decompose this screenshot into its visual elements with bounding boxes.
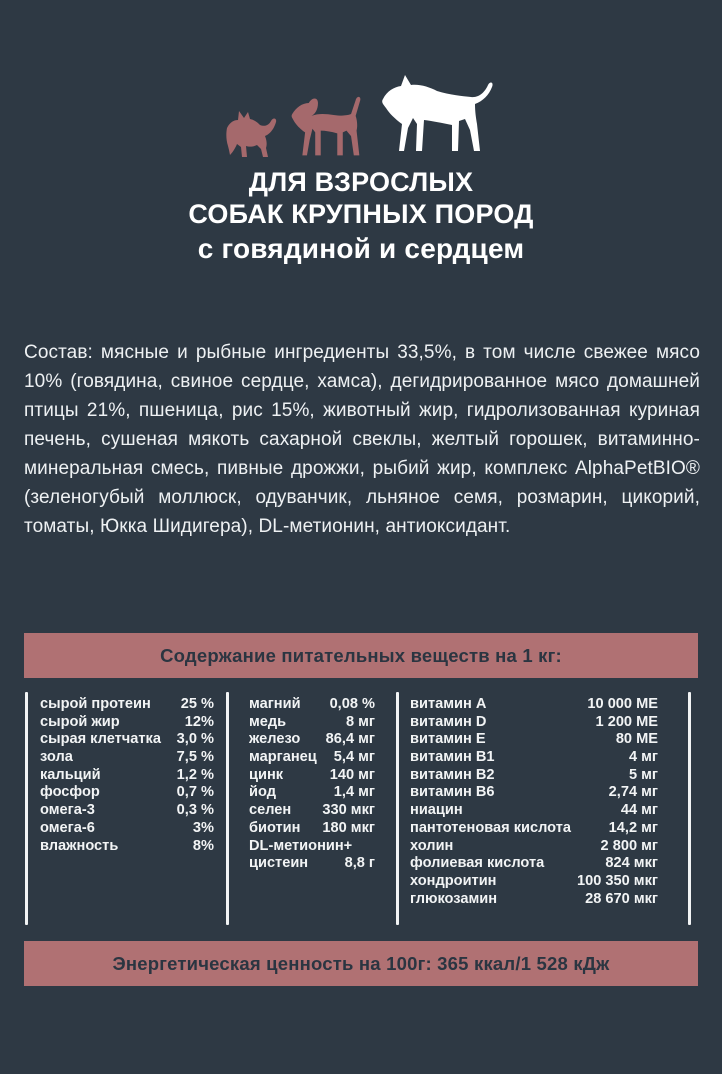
nutrient-value: 80 МЕ <box>615 731 658 748</box>
table-row <box>40 767 214 785</box>
nutrient-value: 100 350 мкг <box>577 872 658 889</box>
nutrient-label: хондроитин <box>410 872 497 889</box>
nutrition-header-text: Содержание питательных веществ на 1 кг: <box>160 644 562 666</box>
table-row <box>40 838 214 856</box>
table-row <box>40 802 214 820</box>
nutrient-value: 1 200 МЕ <box>595 713 658 730</box>
nutrient-value: 3,0 % <box>176 731 214 748</box>
nutrient-value: 8 мг <box>345 713 375 730</box>
nutrition-header-banner <box>24 633 698 678</box>
table-row <box>40 714 214 732</box>
table-row <box>410 714 658 732</box>
large-dog-icon <box>378 72 498 160</box>
nutrient-value: 0,3 % <box>176 802 214 819</box>
nutrient-value: 10 000 МЕ <box>587 696 658 712</box>
nutrient-label: витамин E <box>410 731 486 748</box>
nutrient-label: селен <box>249 802 292 819</box>
nutrient-label: витамин D <box>410 713 487 730</box>
nutrient-value: 8% <box>192 837 214 854</box>
nutrient-column-3 <box>410 696 658 908</box>
nutrient-label: сырая клетчатка <box>40 731 161 748</box>
nutrient-label: цистеин <box>249 855 309 872</box>
nutrient-label: кальций <box>40 766 101 783</box>
table-divider-right <box>688 692 691 925</box>
nutrient-column-1 <box>40 696 214 855</box>
table-row <box>40 731 214 749</box>
nutrient-value: 25 % <box>180 696 214 712</box>
table-row <box>249 855 375 873</box>
table-divider-mid-2 <box>396 692 399 925</box>
table-row <box>410 696 658 714</box>
table-row <box>249 820 375 838</box>
nutrient-value: 2 800 мг <box>600 837 658 854</box>
table-row <box>40 749 214 767</box>
nutrient-label: сырой протеин <box>40 696 151 712</box>
nutrient-label: фолиевая кислота <box>410 855 545 872</box>
table-row <box>40 784 214 802</box>
nutrient-label: витамин B6 <box>410 784 495 801</box>
nutrient-value: 5 мг <box>628 766 658 783</box>
table-row <box>410 767 658 785</box>
nutrient-label: йод <box>249 784 276 801</box>
nutrient-label: пантотеновая кислота <box>410 819 571 836</box>
nutrient-value: 1,2 % <box>176 766 214 783</box>
energy-value-banner <box>24 941 698 986</box>
nutrient-label: влажность <box>40 837 119 854</box>
nutrient-label: холин <box>410 837 454 854</box>
table-row <box>410 855 658 873</box>
composition-paragraph: Состав: мясные и рыбные ингредиенты 33,5%, в том числе свежее мясо 10% (говядина, свиное сердце, хамса), дегидрированное мясо домашней птицы 21%, пшеница, рис 15%, животный жир, гидролизованная куриная печень, сушеная мякоть сахарной свеклы, желтый горошек, витаминно-минеральная смесь, пивные дрожжи, рыбий жир, комплекс AlphaPetBIO® (зеленогубый моллюск, одуванчик, льняное семя, розмарин, цикорий, томаты, Юкка Шидигера), DL-метионин, антиоксидант. <box>24 342 700 537</box>
dog-silhouettes-group <box>0 70 722 160</box>
table-row <box>249 731 375 749</box>
nutrient-value: 14,2 мг <box>608 819 658 836</box>
nutrient-value: 86,4 мг <box>325 731 375 748</box>
table-row <box>249 784 375 802</box>
nutrient-value: 140 мг <box>329 766 375 783</box>
product-title-block <box>0 166 722 266</box>
table-row <box>249 749 375 767</box>
table-row <box>410 749 658 767</box>
table-row <box>410 891 658 909</box>
nutrient-label: витамин B1 <box>410 749 495 766</box>
nutrient-value: 0,7 % <box>176 784 214 801</box>
nutrient-label: витамин B2 <box>410 766 495 783</box>
nutrient-value: 3% <box>192 819 214 836</box>
table-row <box>249 838 375 856</box>
table-row <box>410 820 658 838</box>
nutrient-label: витамин A <box>410 696 487 712</box>
nutrient-value: 330 мкг <box>322 802 375 819</box>
nutrient-label: глюкозамин <box>410 890 498 907</box>
table-row <box>249 802 375 820</box>
nutrient-label: фосфор <box>40 784 100 801</box>
nutrient-label: железо <box>249 731 301 748</box>
nutrient-label: марганец <box>249 749 317 766</box>
table-row <box>410 802 658 820</box>
table-row <box>410 873 658 891</box>
nutrient-value: 824 мкг <box>605 855 658 872</box>
title-line-1: ДЛЯ ВЗРОСЛЫХ <box>248 167 474 197</box>
table-row <box>40 820 214 838</box>
nutrient-value: 44 мг <box>620 802 658 819</box>
energy-value-text: Энергетическая ценность на 100г: 365 ккал/1 528 кДж <box>112 952 610 974</box>
table-row <box>249 696 375 714</box>
table-row <box>410 731 658 749</box>
nutrient-label: DL-метионин+ <box>249 837 353 854</box>
nutrient-value: 7,5 % <box>176 749 214 766</box>
nutrient-value: 28 670 мкг <box>585 890 658 907</box>
medium-dog-icon <box>288 92 370 160</box>
nutrient-value: 5,4 мг <box>333 749 375 766</box>
table-row <box>249 714 375 732</box>
nutrient-label: ниацин <box>410 802 463 819</box>
nutrient-label: цинк <box>249 766 284 783</box>
table-divider-mid-1 <box>226 692 229 925</box>
nutrient-label: магний <box>249 696 301 712</box>
nutrient-value: 12% <box>184 713 214 730</box>
nutrient-label: омега-6 <box>40 819 95 836</box>
nutrient-value: 0,08 % <box>329 696 375 712</box>
nutrient-label: медь <box>249 713 287 730</box>
nutrient-label: сырой жир <box>40 713 120 730</box>
table-row <box>40 696 214 714</box>
nutrient-label: биотин <box>249 819 301 836</box>
title-line-2: СОБАК КРУПНЫХ ПОРОД <box>188 199 534 229</box>
nutrient-column-2 <box>249 696 375 873</box>
nutrient-label: омега-3 <box>40 802 95 819</box>
nutrient-label: зола <box>40 749 73 766</box>
nutrient-value: 4 мг <box>628 749 658 766</box>
table-row <box>410 838 658 856</box>
small-dog-icon <box>224 108 280 160</box>
table-divider-left <box>25 692 28 925</box>
nutrient-value: 180 мкг <box>322 819 375 836</box>
nutrient-value: 2,74 мг <box>608 784 658 801</box>
table-row <box>410 784 658 802</box>
title-flavor-line: с говядиной и сердцем <box>197 233 525 264</box>
nutrient-value: 8,8 г <box>344 855 375 872</box>
nutrient-value: 1,4 мг <box>333 784 375 801</box>
table-row <box>249 767 375 785</box>
